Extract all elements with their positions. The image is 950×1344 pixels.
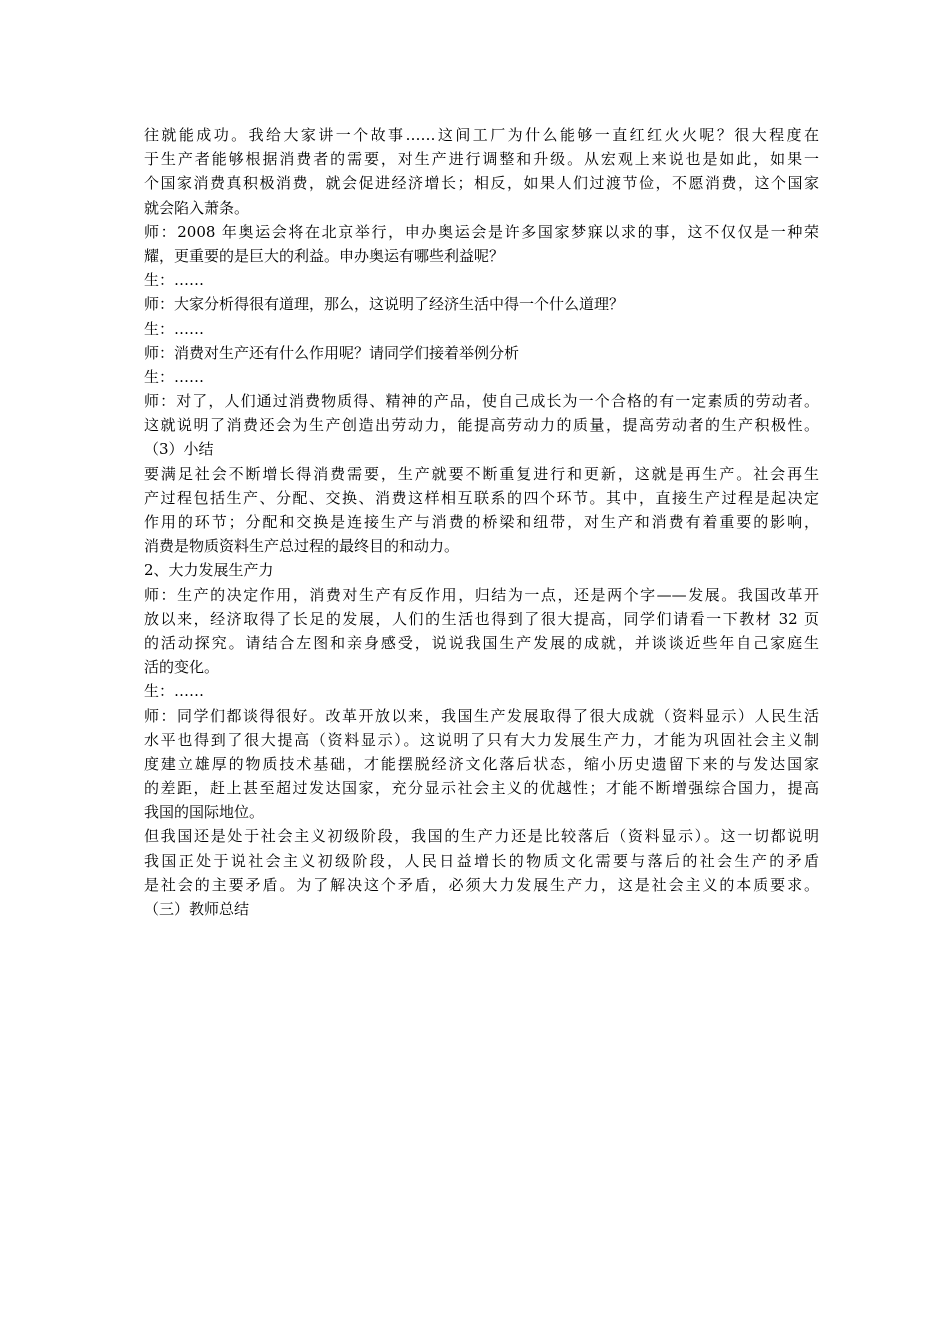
text-line: 师：对了，人们通过消费物质得、精神的产品，使自己成长为一个合格的有一定素质的劳动者。 [144,392,819,411]
text-line: 师：生产的决定作用，消费对生产有反作用，归结为一点，还是两个字——发展。我国改革开 [144,585,819,604]
text-line: 师：同学们都谈得很好。改革开放以来，我国生产发展取得了很大成就（资料显示）人民生活 [144,706,819,725]
text-line: 师：大家分析得很有道理，那么，这说明了经济生活中得一个什么道理？ [144,295,625,314]
text-line: 就会陷入萧条。 [144,198,250,217]
text-line: 生：…… [144,271,205,290]
text-line: 作用的环节；分配和交换是连接生产与消费的桥梁和纽带，对生产和消费有着重要的影响， [144,513,819,531]
text-line: 个国家消费真积极消费，就会促进经济增长；相反，如果人们过渡节俭，不愿消费，这个国家 [144,174,819,193]
text-line: 师：2008 年奥运会将在北京举行，申办奥运会是许多国家梦寐以求的事，这不仅仅是一种荣 [144,222,819,241]
text-line: 我国的国际地位。 [144,803,265,822]
text-line: （3）小结 [144,440,214,459]
text-line: （三）教师总结 [144,900,250,918]
text-line: 于生产者能够根据消费者的需要，对生产进行调整和升级。从宏观上来说也是如此，如果一 [144,150,819,169]
text-line: 师：消费对生产还有什么作用呢？请同学们接着举例分析 [144,343,520,362]
text-line: 2、大力发展生产力 [144,561,274,580]
text-line: 放以来，经济取得了长足的发展，人们的生活也得到了很大提高，同学们请看一下教材 32 页 [144,609,819,628]
text-line: 是社会的主要矛盾。为了解决这个矛盾，必须大力发展生产力，这是社会主义的本质要求。 [144,875,819,894]
text-line: 的差距，赶上甚至超过发达国家，充分显示社会主义的优越性；才能不断增强综合国力，提高 [144,779,819,798]
text-line: 生：…… [144,319,205,338]
text-line: 产过程包括生产、分配、交换、消费这样相互联系的四个环节。其中，直接生产过程是起决定 [144,488,819,507]
text-line: 消费是物质资料生产总过程的最终目的和动力。 [144,537,460,556]
text-line: 活的变化。 [144,658,220,677]
text-line: 生：…… [144,367,205,386]
text-line: 耀，更重要的是巨大的利益。申办奥运有哪些利益呢？ [144,246,505,265]
text-line: 我国正处于说社会主义初级阶段，人民日益增长的物质文化需要与落后的社会生产的矛盾 [144,851,819,870]
text-line: 这就说明了消费还会为生产创造出劳动力，能提高劳动力的质量，提高劳动者的生产积极性。 [144,416,819,435]
text-line: 要满足社会不断增长得消费需要，生产就要不断重复进行和更新，这就是再生产。社会再生 [144,464,819,483]
text-line: 生：…… [144,682,205,701]
text-line: 度建立雄厚的物质技术基础，才能摆脱经济文化落后状态，缩小历史遗留下来的与发达国家 [144,754,819,773]
text-line: 但我国还是处于社会主义初级阶段，我国的生产力还是比较落后（资料显示）。这一切都说明 [144,827,819,846]
text-line: 往就能成功。我给大家讲一个故事……这间工厂为什么能够一直红红火火呢？很大程度在 [144,126,819,144]
text-line: 水平也得到了很大提高（资料显示）。这说明了只有大力发展生产力，才能为巩固社会主义制 [144,730,819,749]
text-line: 的活动探究。请结合左图和亲身感受，说说我国生产发展的成就，并谈谈近些年自己家庭生 [144,633,819,652]
document-body [144,123,819,921]
